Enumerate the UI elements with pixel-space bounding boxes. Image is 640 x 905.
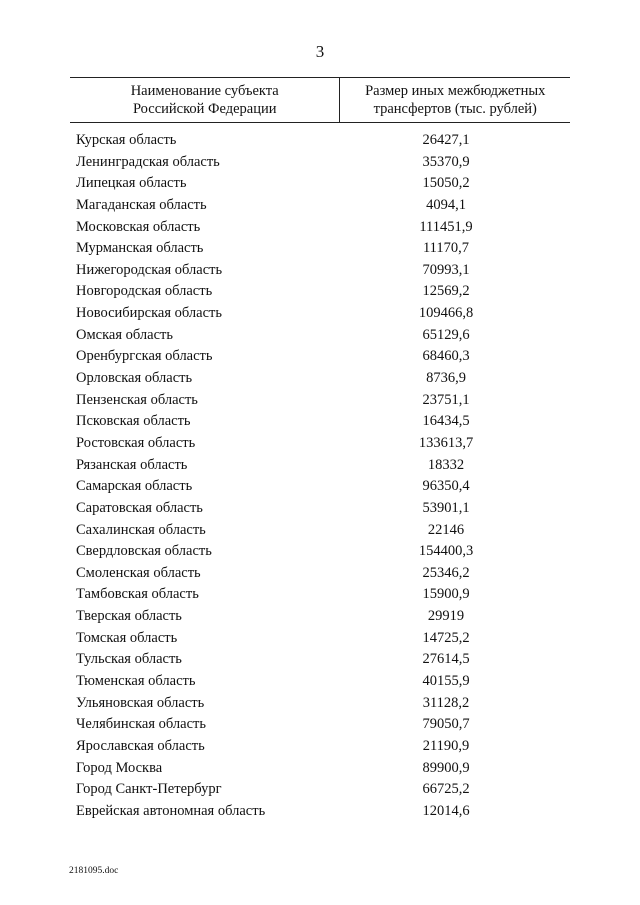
region-name: Город Санкт-Петербург bbox=[76, 781, 222, 798]
table-row bbox=[76, 649, 576, 671]
table-row bbox=[76, 498, 576, 520]
transfer-amount: 66725,2 bbox=[422, 781, 470, 798]
transfer-amount: 12014,6 bbox=[422, 802, 470, 819]
transfer-amount: 14725,2 bbox=[422, 629, 470, 646]
table-row bbox=[76, 433, 576, 455]
region-name: Нижегородская область bbox=[76, 261, 223, 278]
transfer-amount: 21190,9 bbox=[422, 737, 470, 754]
transfer-amount: 79050,7 bbox=[422, 716, 470, 733]
table-row bbox=[76, 455, 576, 477]
transfer-amount: 23751,1 bbox=[422, 391, 470, 408]
header-transfer-amount-line2: трансфертов (тыс. рублей) bbox=[373, 101, 537, 117]
transfer-amount: 11170,7 bbox=[422, 240, 470, 257]
table-row bbox=[76, 195, 576, 217]
transfer-amount: 133613,7 bbox=[418, 434, 474, 451]
table-row bbox=[76, 520, 576, 542]
transfer-amount: 53901,1 bbox=[422, 499, 470, 516]
page-number: 3 bbox=[315, 42, 325, 61]
table-row bbox=[76, 736, 576, 758]
table-header bbox=[70, 77, 570, 123]
table-row bbox=[76, 325, 576, 347]
table-row bbox=[76, 693, 576, 715]
transfer-amount: 109466,8 bbox=[418, 305, 474, 322]
table-body bbox=[76, 130, 576, 823]
table-row bbox=[76, 714, 576, 736]
region-name: Курская область bbox=[76, 132, 177, 148]
region-name: Ульяновская область bbox=[76, 694, 205, 711]
region-name: Пензенская область bbox=[76, 391, 198, 408]
transfer-amount: 15900,9 bbox=[422, 586, 470, 603]
region-name: Город Москва bbox=[76, 759, 163, 776]
header-region-name-line1: Наименование субъекта bbox=[130, 83, 279, 99]
table-row bbox=[76, 260, 576, 282]
region-name: Ленинградская область bbox=[76, 153, 220, 170]
table-row bbox=[76, 606, 576, 628]
region-name: Ростовская область bbox=[76, 434, 196, 451]
transfer-amount: 15050,2 bbox=[422, 175, 470, 192]
region-name: Липецкая область bbox=[76, 175, 187, 192]
region-name: Новосибирская область bbox=[76, 305, 222, 322]
document-code: 2181095.doc bbox=[69, 866, 119, 876]
transfer-amount: 111451,9 bbox=[419, 218, 473, 235]
table-row bbox=[76, 152, 576, 174]
region-name: Московская область bbox=[76, 218, 201, 235]
region-name: Самарская область bbox=[76, 478, 193, 495]
table-row bbox=[76, 476, 576, 498]
header-transfer-amount bbox=[339, 78, 570, 122]
table-row bbox=[76, 758, 576, 780]
table-row bbox=[76, 346, 576, 368]
transfer-amount: 65129,6 bbox=[422, 326, 470, 343]
table-row bbox=[76, 671, 576, 693]
transfer-amount: 35370,9 bbox=[422, 153, 470, 170]
transfer-amount: 4094,1 bbox=[426, 196, 466, 213]
transfer-amount: 89900,9 bbox=[422, 759, 470, 776]
region-name: Тамбовская область bbox=[76, 586, 199, 603]
table-row bbox=[76, 173, 576, 195]
transfer-amount: 26427,1 bbox=[422, 132, 470, 148]
table-row bbox=[76, 541, 576, 563]
region-name: Тверская область bbox=[76, 608, 182, 625]
region-name: Магаданская область bbox=[76, 196, 207, 213]
region-name: Омская область bbox=[76, 326, 173, 343]
transfer-amount: 27614,5 bbox=[422, 651, 470, 668]
region-name: Саратовская область bbox=[76, 499, 203, 516]
region-name: Тульская область bbox=[76, 651, 182, 668]
table-row bbox=[76, 303, 576, 325]
header-region-name bbox=[70, 78, 339, 122]
region-name: Оренбургская область bbox=[76, 348, 213, 365]
transfer-amount: 154400,3 bbox=[418, 543, 474, 560]
region-name: Томская область bbox=[76, 629, 178, 646]
region-name: Еврейская автономная область bbox=[76, 802, 266, 819]
table-row bbox=[76, 217, 576, 239]
region-name: Орловская область bbox=[76, 370, 193, 387]
table-row bbox=[76, 779, 576, 801]
table-row bbox=[76, 281, 576, 303]
table-row bbox=[76, 584, 576, 606]
table-row bbox=[76, 390, 576, 412]
transfer-amount: 31128,2 bbox=[422, 694, 470, 711]
region-name: Сахалинская область bbox=[76, 521, 206, 538]
header-region-name-line2: Российской Федерации bbox=[132, 101, 277, 117]
transfer-amount: 40155,9 bbox=[422, 673, 470, 690]
region-name: Новгородская область bbox=[76, 283, 213, 300]
transfer-amount: 8736,9 bbox=[426, 370, 466, 387]
table-row bbox=[76, 368, 576, 390]
region-name: Челябинская область bbox=[76, 716, 206, 733]
transfer-amount: 96350,4 bbox=[422, 478, 470, 495]
header-transfer-amount-line1: Размер иных межбюджетных bbox=[365, 83, 546, 99]
region-name: Рязанская область bbox=[76, 456, 188, 473]
transfer-amount: 16434,5 bbox=[422, 413, 470, 430]
transfer-amount: 18332 bbox=[427, 456, 465, 473]
table-row bbox=[76, 801, 576, 823]
table-row bbox=[76, 563, 576, 585]
region-name: Тюменская область bbox=[76, 673, 196, 690]
transfer-amount: 68460,3 bbox=[422, 348, 470, 365]
table-row bbox=[76, 130, 576, 152]
region-name: Смоленская область bbox=[76, 564, 201, 581]
region-name: Свердловская область bbox=[76, 543, 212, 560]
transfer-amount: 29919 bbox=[427, 608, 465, 625]
transfer-amount: 22146 bbox=[427, 521, 465, 538]
transfer-amount: 25346,2 bbox=[422, 564, 470, 581]
region-name: Ярославская область bbox=[76, 737, 205, 754]
transfer-amount: 70993,1 bbox=[422, 261, 470, 278]
region-name: Псковская область bbox=[76, 413, 191, 430]
region-name: Мурманская область bbox=[76, 240, 204, 257]
transfer-amount: 12569,2 bbox=[422, 283, 470, 300]
table-row bbox=[76, 411, 576, 433]
table-row bbox=[76, 628, 576, 650]
table-row bbox=[76, 238, 576, 260]
